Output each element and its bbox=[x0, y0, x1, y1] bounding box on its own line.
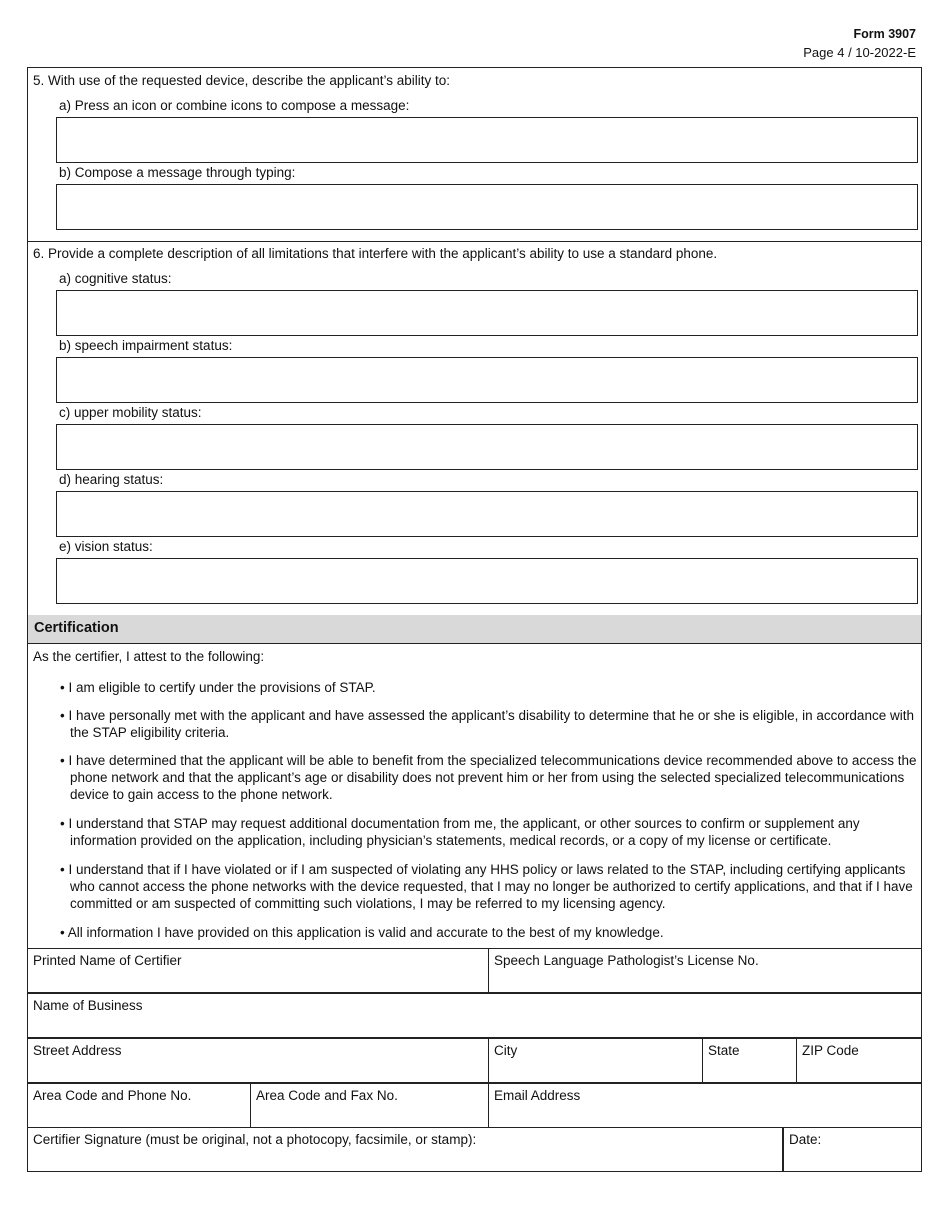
license-number-label: Speech Language Pathologist’s License No. bbox=[494, 953, 759, 968]
vision-status-label: e) vision status: bbox=[59, 539, 153, 554]
cognitive-status-label: a) cognitive status: bbox=[59, 271, 172, 286]
attestation-item: • All information I have provided on this application is valid and accurate to the best of my knowledge. bbox=[60, 925, 664, 940]
mobility-status-input[interactable] bbox=[56, 424, 918, 470]
street-address-field[interactable] bbox=[27, 1038, 489, 1083]
question-5b-label: b) Compose a message through typing: bbox=[59, 165, 296, 180]
business-name-label: Name of Business bbox=[33, 998, 143, 1013]
certification-intro: As the certifier, I attest to the following: bbox=[33, 649, 265, 664]
attestation-item: • I am eligible to certify under the provisions of STAP. bbox=[60, 680, 376, 695]
question-5-title: 5. With use of the requested device, describe the applicant’s ability to: bbox=[33, 73, 450, 88]
question-5b-input[interactable] bbox=[56, 184, 918, 230]
street-address-label: Street Address bbox=[33, 1043, 122, 1058]
form-number: Form 3907 bbox=[853, 27, 916, 41]
attestation-item: • I understand that STAP may request additional documentation from me, the applicant, or other sources to confirm or supplement any information provided on the application, including physician’s statements, medical records, or a copy of my license or certificate. bbox=[60, 816, 860, 848]
date-field[interactable] bbox=[782, 1127, 922, 1172]
state-field[interactable] bbox=[702, 1038, 797, 1083]
phone-field[interactable] bbox=[27, 1083, 251, 1128]
fax-label: Area Code and Fax No. bbox=[256, 1088, 398, 1103]
state-label: State bbox=[708, 1043, 740, 1058]
city-field[interactable] bbox=[488, 1038, 703, 1083]
attestation-item: • I understand that if I have violated or if I am suspected of violating any HHS policy or laws related to the STAP, including certifying applicants who cannot access the phone networks with the device requested, that I may no longer be authorized to certify applications, and that if I have committed or am suspected of committing such violations, I may be referred to my licensing agency. bbox=[60, 862, 913, 911]
date-label: Date: bbox=[789, 1132, 822, 1147]
hearing-status-label: d) hearing status: bbox=[59, 472, 164, 487]
hearing-status-input[interactable] bbox=[56, 491, 918, 537]
printed-name-field[interactable] bbox=[27, 948, 489, 993]
zip-code-label: ZIP Code bbox=[802, 1043, 859, 1058]
attestation-item: • I have determined that the applicant will be able to benefit from the specialized telecommunications device recommended above to access the phone network and that the applicant’s age or disability does not prevent him or her from using the selected specialized telecommunications device to gain access to the phone network. bbox=[60, 753, 917, 802]
city-label: City bbox=[494, 1043, 518, 1058]
business-name-field[interactable] bbox=[27, 993, 922, 1038]
signature-field[interactable] bbox=[27, 1127, 783, 1172]
question-5a-input[interactable] bbox=[56, 117, 918, 163]
signature-label: Certifier Signature (must be original, not a photocopy, facsimile, or stamp): bbox=[33, 1132, 477, 1147]
zip-code-field[interactable] bbox=[796, 1038, 922, 1083]
email-label: Email Address bbox=[494, 1088, 581, 1103]
question-5a-label: a) Press an icon or combine icons to compose a message: bbox=[59, 98, 410, 113]
certification-heading: Certification bbox=[27, 615, 922, 643]
speech-status-label: b) speech impairment status: bbox=[59, 338, 233, 353]
speech-status-input[interactable] bbox=[56, 357, 918, 403]
phone-label: Area Code and Phone No. bbox=[33, 1088, 192, 1103]
vision-status-input[interactable] bbox=[56, 558, 918, 604]
license-number-field[interactable] bbox=[488, 948, 922, 993]
question-6-title: 6. Provide a complete description of all limitations that interfere with the applicant’s ability to use a standard phone. bbox=[33, 246, 718, 261]
page-number: Page 4 / 10-2022-E bbox=[803, 45, 916, 60]
attestation-item: • I have personally met with the applicant and have assessed the applicant’s disability to determine that he or she is eligible, in accordance with the STAP eligibility criteria. bbox=[60, 708, 914, 740]
printed-name-label: Printed Name of Certifier bbox=[33, 953, 182, 968]
mobility-status-label: c) upper mobility status: bbox=[59, 405, 202, 420]
fax-field[interactable] bbox=[250, 1083, 489, 1128]
email-field[interactable] bbox=[488, 1083, 922, 1128]
cognitive-status-input[interactable] bbox=[56, 290, 918, 336]
